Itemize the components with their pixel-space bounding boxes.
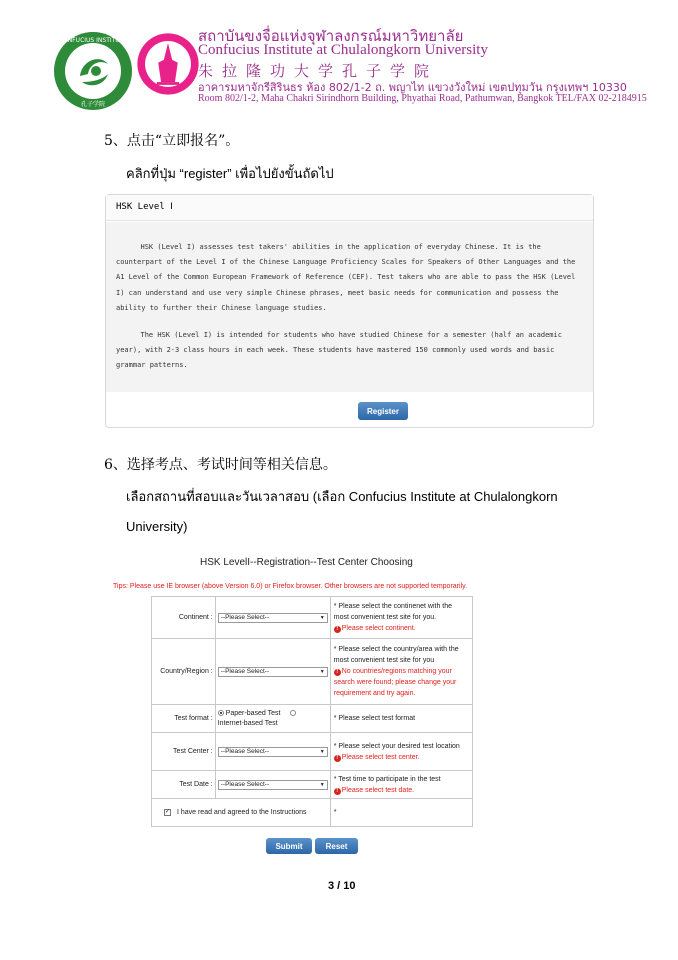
step5-title: 5、点击“立即报名”。	[104, 133, 240, 149]
reset-button[interactable]: Reset	[315, 838, 358, 854]
continent-error: Please select continent.	[341, 625, 416, 632]
continent-select[interactable]: --Please Select-- ▼	[218, 613, 328, 623]
form-row-test-date	[152, 771, 473, 799]
continent-label: Continent :	[152, 597, 216, 639]
registration-title: HSK LevelI--Registration--Test Center Choosing	[200, 557, 413, 568]
register-button[interactable]: Register	[358, 402, 408, 420]
test-date-hint: * Test time to participate in the test	[333, 775, 441, 783]
logo-ci-text: CONFUCIUS INSTITUTE	[58, 37, 128, 44]
browser-tips: Tips: Please use IE browser (above Version 6.0) or Firefox browser. Other browsers are not supported temporarily.	[113, 583, 468, 590]
confucius-institute-logo	[52, 30, 134, 112]
form-row-test-format	[152, 705, 473, 733]
form-row-test-center	[152, 733, 473, 771]
address-thai: อาคารมหาจักรีสิรินธร ห้อง 802/1-2 ถ. พญาไท แขวงวังใหม่ เขตปทุมวัน กรุงเทพฯ 10330	[198, 81, 627, 94]
error-icon: !	[334, 788, 341, 795]
country-hint: * Please select the country/area with the most convenient test site for you	[333, 646, 459, 664]
test-format-hint: * Please select test format	[330, 705, 472, 733]
continent-hint: * Please select the continenet with the most convenient test site for you.	[333, 603, 453, 621]
internet-based-radio[interactable]	[290, 710, 296, 716]
test-date-label: Test Date :	[152, 771, 216, 799]
hsk-level-panel	[105, 194, 594, 428]
step6-subtitle-line1: เลือกสถานที่สอบและวันเวลาสอบ (เลือก Confucius Institute at Chulalongkorn	[126, 489, 558, 504]
form-row-country	[152, 639, 473, 705]
agree-checkbox[interactable]: ✓	[165, 808, 171, 815]
agree-required-mark: *	[330, 799, 472, 827]
submit-button[interactable]: Submit	[266, 838, 312, 854]
address-english: Room 802/1-2, Maha Chakri Sirindhorn Building, Phyathai Road, Pathumwan, Bangkok TEL/FAX 02-2184915	[198, 93, 647, 104]
paper-based-label: Paper-based Test	[225, 709, 281, 717]
institute-chinese-name: 朱拉隆功大学孔子学院	[198, 62, 439, 80]
step6-subtitle-line2: University)	[126, 519, 188, 534]
internet-based-label: Internet-based Test	[217, 719, 278, 727]
test-center-error: Please select test center.	[341, 753, 420, 761]
paper-based-radio[interactable]	[218, 710, 224, 716]
country-select[interactable]: --Please Select-- ▼	[218, 667, 328, 677]
test-center-hint: * Please select your desired test location	[333, 742, 460, 750]
hsk-level-description	[106, 222, 593, 392]
error-icon: !	[334, 626, 341, 633]
form-row-agreement	[152, 799, 473, 827]
test-center-select[interactable]: --Please Select-- ▼	[218, 747, 328, 757]
country-label: Country/Region :	[152, 639, 216, 705]
logo-ci-cn: 孔子学院	[80, 101, 106, 108]
step5-subtitle: คลิกที่ปุ่ม “register” เพื่อไปยังขั้นถัดไป	[126, 166, 334, 181]
test-format-label: Test format :	[152, 705, 216, 733]
form-row-continent	[152, 597, 473, 639]
error-icon: !	[334, 669, 341, 676]
description-paragraph-2: The HSK (Level I) is intended for students who have studied Chinese for a semester (half an academic year), with 2-3 class hours in each week. These students have mastered 150 commonly used words and basic grammar patterns.	[116, 331, 562, 370]
registration-form	[151, 596, 473, 827]
test-date-select[interactable]: --Please Select-- ▼	[218, 780, 328, 790]
institute-thai-name: สถาบันขงจื่อแห่งจุฬาลงกรณ์มหาวิทยาลัย	[198, 27, 464, 45]
hsk-level-heading: HSK Level Ⅰ	[106, 195, 593, 221]
test-center-label: Test Center :	[152, 733, 216, 771]
agree-label: I have read and agreed to the Instructions	[176, 809, 307, 817]
step6-title: 6、选择考点、考试时间等相关信息。	[104, 457, 337, 473]
error-icon: !	[334, 755, 341, 762]
country-error: No countries/regions matching your search were found; please change your requirement and try again.	[333, 668, 457, 697]
description-paragraph-1: HSK (Level I) assesses test takers' abilities in the application of everyday Chinese. It is the counterpart of the Level I of the Chinese Language Proficiency Scales for Speakers of Other Languages and the A1 Level of the Common European Framework of Reference (CEF). Test takers who are able to pass the HSK (Level I) can understand and use very simple Chinese phrases, meet basic needs for communication and possess the ability to further their Chinese language studies.	[116, 243, 576, 312]
letterhead	[52, 20, 647, 110]
chulalongkorn-logo	[136, 32, 200, 96]
institute-english-name: Confucius Institute at Chulalongkorn University	[198, 42, 488, 58]
test-date-error: Please select test date.	[341, 786, 415, 794]
page-number: 3 / 10	[328, 880, 356, 892]
